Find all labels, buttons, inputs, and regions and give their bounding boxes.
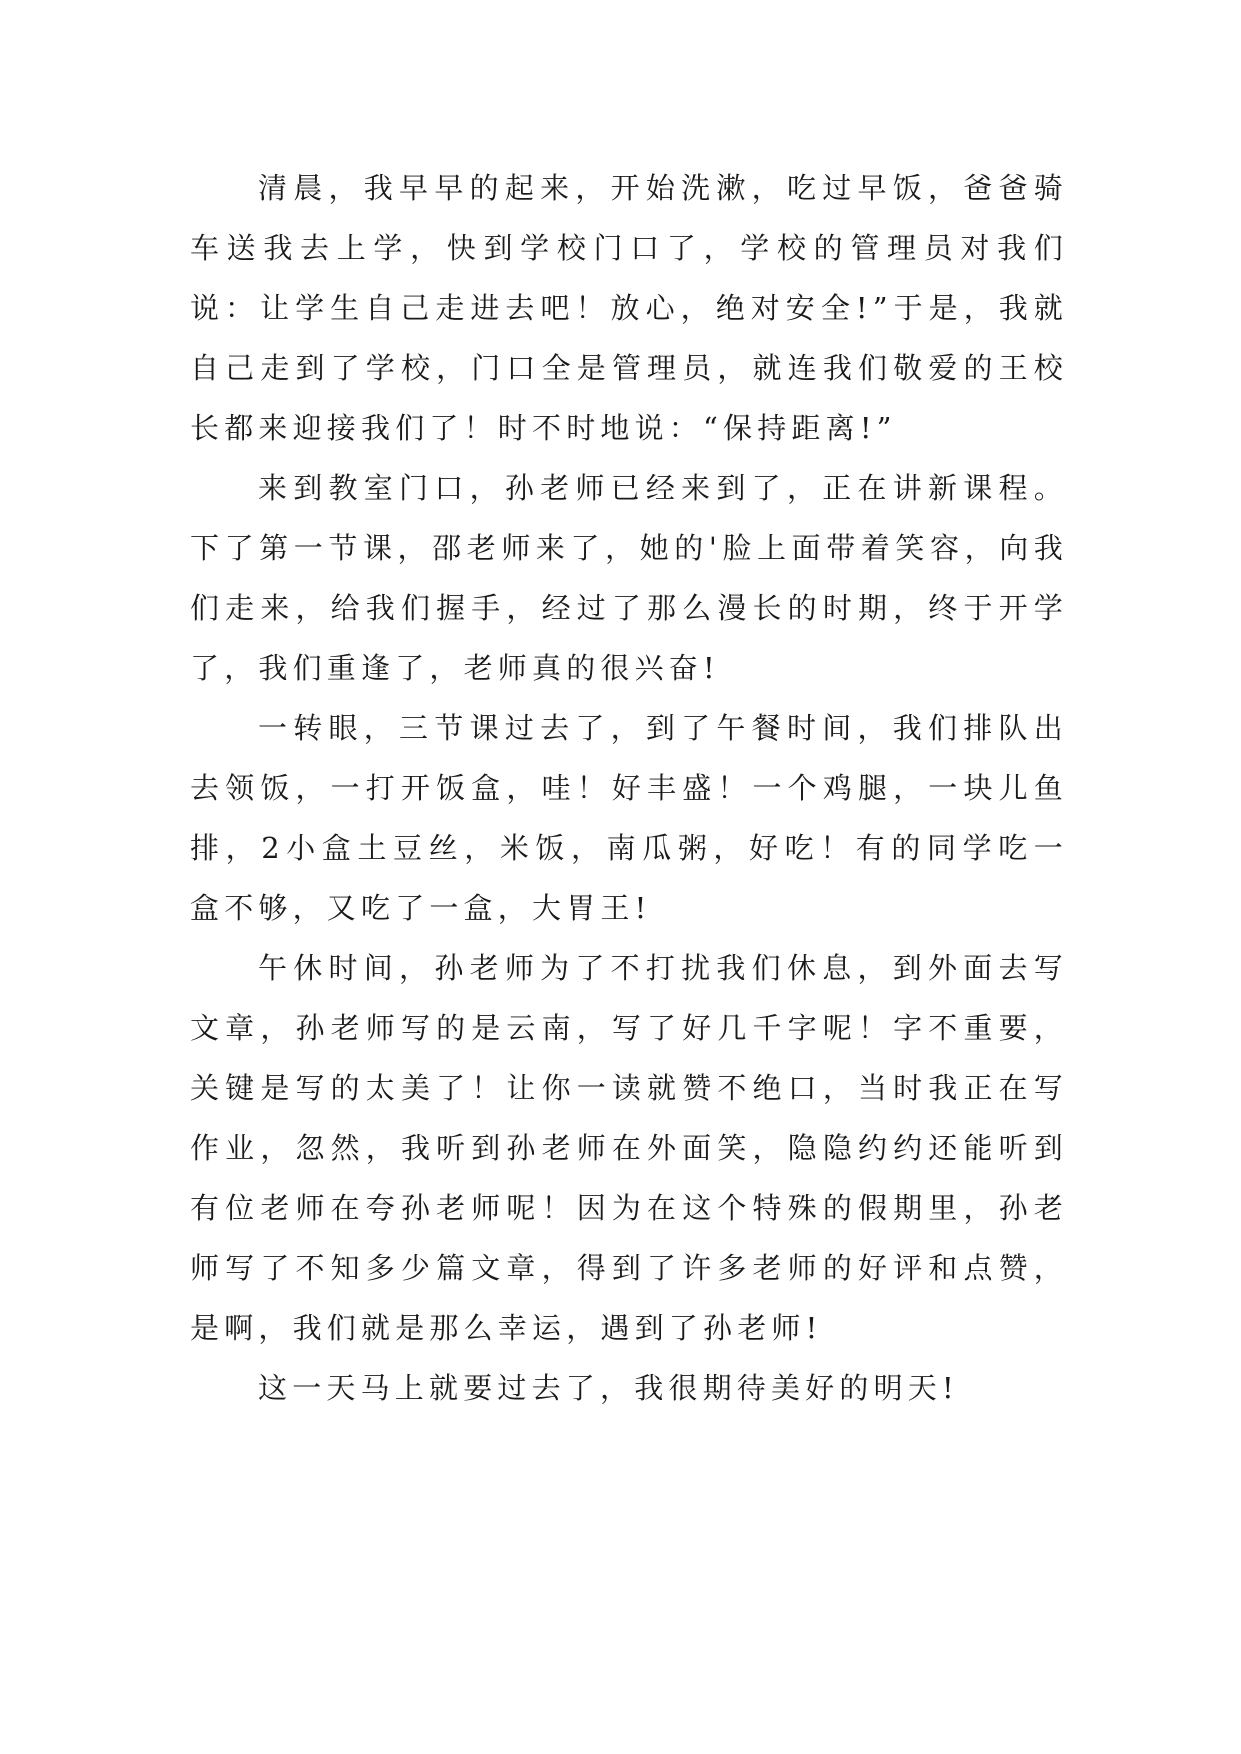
paragraph-4: 午休时间，孙老师为了不打扰我们休息，到外面去写文章，孙老师写的是云南，写了好几千字呢！字不重要，关键是写的太美了！让你一读就赞不绝口，当时我正在写作业，忽然，我听到孙老师在外面笑，隐隐约约还能听到有位老师在夸孙老师呢！因为在这个特殊的假期里，孙老师写了不知多少篇文章，得到了许多老师的好评和点赞，是啊，我们就是那么幸运，遇到了孙老师! bbox=[190, 951, 1068, 1345]
paragraph-1: 清晨，我早早的起来，开始洗漱，吃过早饭，爸爸骑车送我去上学，快到学校门口了，学校的管理员对我们说：让学生自己走进去吧！放心，绝对安全!”于是，我就自己走到了学校，门口全是管理员，就连我们敬爱的王校长都来迎接我们了！时不时地说：“保持距离!” bbox=[190, 171, 1068, 445]
document-body bbox=[190, 158, 1068, 1418]
paragraph-3: 一转眼，三节课过去了，到了午餐时间，我们排队出去领饭，一打开饭盒，哇！好丰盛！一个鸡腿，一块儿鱼排，2小盒土豆丝，米饭，南瓜粥，好吃！有的同学吃一盒不够，又吃了一盒，大胃王! bbox=[190, 711, 1068, 925]
paragraph-2: 来到教室门口，孙老师已经来到了，正在讲新课程。下了第一节课，邵老师来了，她的'脸上面带着笑容，向我们走来，给我们握手，经过了那么漫长的时期，终于开学了，我们重逢了，老师真的很兴奋! bbox=[190, 471, 1068, 685]
paragraph-5: 这一天马上就要过去了，我很期待美好的明天! bbox=[258, 1371, 959, 1405]
